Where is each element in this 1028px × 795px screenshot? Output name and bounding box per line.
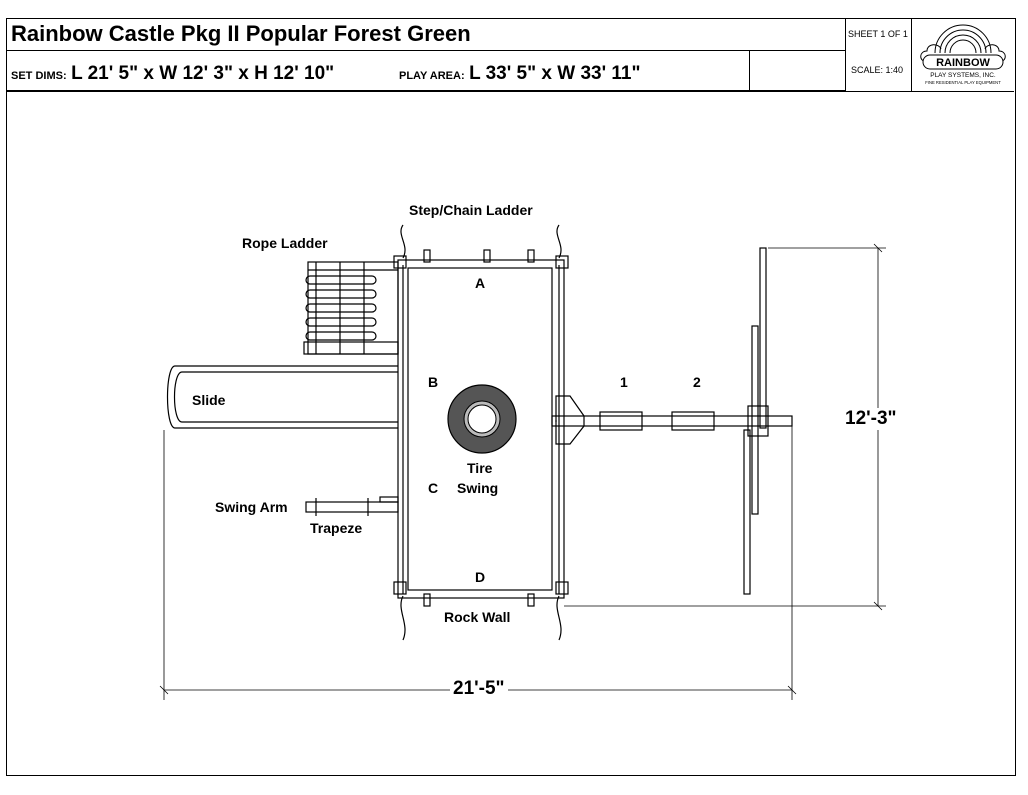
swing-seat-2 xyxy=(672,412,714,430)
a-frame-leg xyxy=(752,326,758,514)
play-area-label: PLAY AREA: xyxy=(399,70,465,82)
label-swing-1: 1 xyxy=(620,374,628,390)
swing-arm xyxy=(306,502,398,512)
label-swing-arm: Swing Arm xyxy=(215,499,288,515)
corner-post xyxy=(394,582,406,594)
logo-name: RAINBOW xyxy=(936,57,990,69)
label-tire: Tire xyxy=(467,460,493,476)
scale: SCALE: 1:40 xyxy=(851,65,904,75)
width-dimension: 12'-3" xyxy=(842,408,900,430)
corner-post xyxy=(556,256,568,268)
label-slide: Slide xyxy=(192,392,226,408)
a-frame-leg xyxy=(744,430,750,594)
label-swing-2: 2 xyxy=(693,374,701,390)
label-rock-wall: Rock Wall xyxy=(444,609,511,625)
sheet-number: SHEET 1 OF 1 xyxy=(848,29,908,39)
play-area-value: L 33' 5" x W 33' 11" xyxy=(469,63,641,84)
label-position-b: B xyxy=(428,374,439,390)
label-step-chain-ladder: Step/Chain Ladder xyxy=(409,202,533,218)
logo-sub2: FINE RESIDENTIAL PLAY EQUIPMENT xyxy=(925,80,1001,85)
set-dims-value: L 21' 5" x W 12' 3" x H 12' 10" xyxy=(71,63,335,84)
page-title: Rainbow Castle Pkg II Popular Forest Green xyxy=(11,21,471,46)
label-trapeze: Trapeze xyxy=(310,520,363,536)
swing-seat-1 xyxy=(600,412,642,430)
length-dimension: 21'-5" xyxy=(450,678,508,700)
corner-post xyxy=(556,582,568,594)
label-position-c: C xyxy=(428,480,439,496)
label-swing: Swing xyxy=(457,480,499,496)
label-rope-ladder: Rope Ladder xyxy=(242,235,328,251)
a-frame-leg xyxy=(760,248,766,428)
logo-sub1: PLAY SYSTEMS, INC. xyxy=(930,72,996,79)
label-position-d: D xyxy=(475,569,486,585)
label-position-a: A xyxy=(475,275,486,291)
set-dims-label: SET DIMS: xyxy=(11,70,67,82)
